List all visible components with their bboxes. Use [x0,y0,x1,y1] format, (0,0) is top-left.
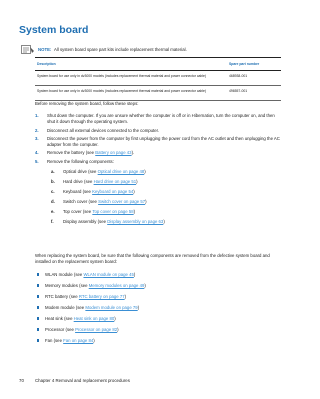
keyboard-link[interactable]: Keyboard on page 54 [92,189,134,194]
substep-text-before: Switch cover (see [63,199,99,204]
step-text: Shut down the computer. If you are unsure whether the computer is off or in Hibernation, turn the computer on, and then shut it down through the operating system. [47,113,275,124]
bullet-text-after: ) [124,294,127,299]
table-row [35,71,281,86]
bullet-icon [37,328,39,330]
substep-text-before: Top cover (see [63,209,93,214]
substep-text [63,179,138,185]
bullet-text [45,294,126,299]
switch-cover-link[interactable]: Switch cover on page 57 [98,199,146,204]
replacement-text: When replacing the system board, be sure that the following components are removed from the defective system board and installed on the replacement system board: [35,253,270,264]
fan-link[interactable]: Fan on page 84 [63,338,94,343]
column-header-description: Description [37,62,56,66]
bullet-icon [37,339,39,341]
spare-parts-table [35,57,281,101]
row-description: System board for use only in dv3000 models (includes replacement thermal material and power connector cable) [37,73,207,78]
step-text-before: Remove the battery (see [47,150,96,155]
bullet-text [45,305,139,310]
substep-letter: c. [51,189,55,194]
substep-text [63,219,165,225]
substep-text-after: ) [145,199,147,204]
top-cover-link[interactable]: Top cover on page 58 [92,209,134,214]
bullet-text-after: ) [93,338,95,343]
substep-text-after: ) [133,209,136,214]
substep-letter: a. [51,169,55,174]
bullet-icon [37,295,39,297]
battery-link[interactable]: Battery on page 43 [95,150,132,155]
column-header-part-number: Spare part number [229,62,260,66]
page-number: 70 [19,378,24,383]
bullet-text-before: Modem module (see [45,305,86,310]
bullet-text [45,316,116,321]
bullet-text-before: WLAN module (see [45,272,84,277]
substep-letter: f. [51,219,54,224]
substep-text-before: Display assembly (see [63,219,108,224]
substep-text-before: Optical drive (see [63,169,98,174]
note-icon [21,45,35,54]
bullet-icon [37,284,39,286]
bullet-text-after: ) [117,327,119,332]
step-text-after: ). [131,150,135,155]
substep-text-before: Hard drive (see [63,179,94,184]
bullet-icon [37,306,39,308]
row-description: System board for use only in dv3000 models (includes replacement thermal material and power connector cable) [37,88,207,93]
note-text: All system board spare part kits include replacement thermal material. [54,47,187,52]
substep-letter: d. [51,199,55,204]
substep-text-after: ) [163,219,165,224]
step-number: 1. [35,113,39,118]
row-part-number: 468938-001 [229,73,248,78]
step-text [47,150,283,156]
display-assembly-link[interactable]: Display assembly on page 63 [107,219,164,224]
wlan-module-link[interactable]: WLAN module on page 45 [83,272,134,277]
intro-text: Before removing the system board, follow these steps: [35,101,139,106]
bullet-icon [37,317,39,319]
substep-text [63,189,135,195]
bullet-text-before: Processor (see [45,327,76,332]
heat-sink-link[interactable]: Heat sink on page 80 [73,316,115,321]
note [21,44,283,55]
substep-text [63,209,135,215]
substep-text [63,199,147,205]
step-number: 2. [35,128,39,133]
row-part-number: 496557-001 [229,88,248,93]
bullet-text-before: RTC battery (see [45,294,79,299]
bullet-text-after: ) [114,316,116,321]
chapter-title: Chapter 4 Removal and replacement procedures [35,378,130,383]
substep-text [63,169,146,175]
substep-text-before: Keyboard (see [63,189,93,194]
processor-link[interactable]: Processor on page 82 [75,327,118,332]
substep-text-after: ) [144,169,146,174]
substep-text-after: ) [136,179,138,184]
substep-letter: e. [51,209,55,214]
bullet-text [45,283,146,288]
substep-letter: b. [51,179,55,184]
bullet-text-after: ) [137,305,140,310]
bullet-text-after: ) [133,272,136,277]
step-text: Disconnect the power from the computer by first unplugging the power cord from the AC outlet and then unplugging the AC adapter from the computer. [47,136,280,147]
bullet-text-before: Heat sink (see [45,316,74,321]
substep-text-after: ) [133,189,135,194]
bullet-icon [37,273,39,275]
step-text: Disconnect all external devices connected to the computer. [47,128,160,133]
table-row [35,86,281,101]
step-number: 5. [35,159,39,164]
modem-module-link[interactable]: Modem module on page 79 [85,305,138,310]
page-heading: System board [19,24,89,36]
bullet-text-before: Memory modules (see [45,283,89,288]
bullet-text-before: Fan (see [45,338,64,343]
bullet-text [45,272,135,277]
optical-drive-link[interactable]: Optical drive on page 48 [97,169,145,174]
table-header [35,57,281,71]
hard-drive-link[interactable]: Hard drive on page 51 [93,179,137,184]
bullet-text [45,338,95,343]
rtc-battery-link[interactable]: RTC battery on page 77 [78,294,125,299]
step-number: 4. [35,150,39,155]
step-text: Remove the following components: [47,159,114,164]
memory-modules-link[interactable]: Memory modules on page 49 [88,283,145,288]
step-number: 3. [35,136,39,141]
bullet-text-after: ) [144,283,146,288]
bullet-text [45,327,119,332]
note-label: NOTE: [38,47,52,52]
